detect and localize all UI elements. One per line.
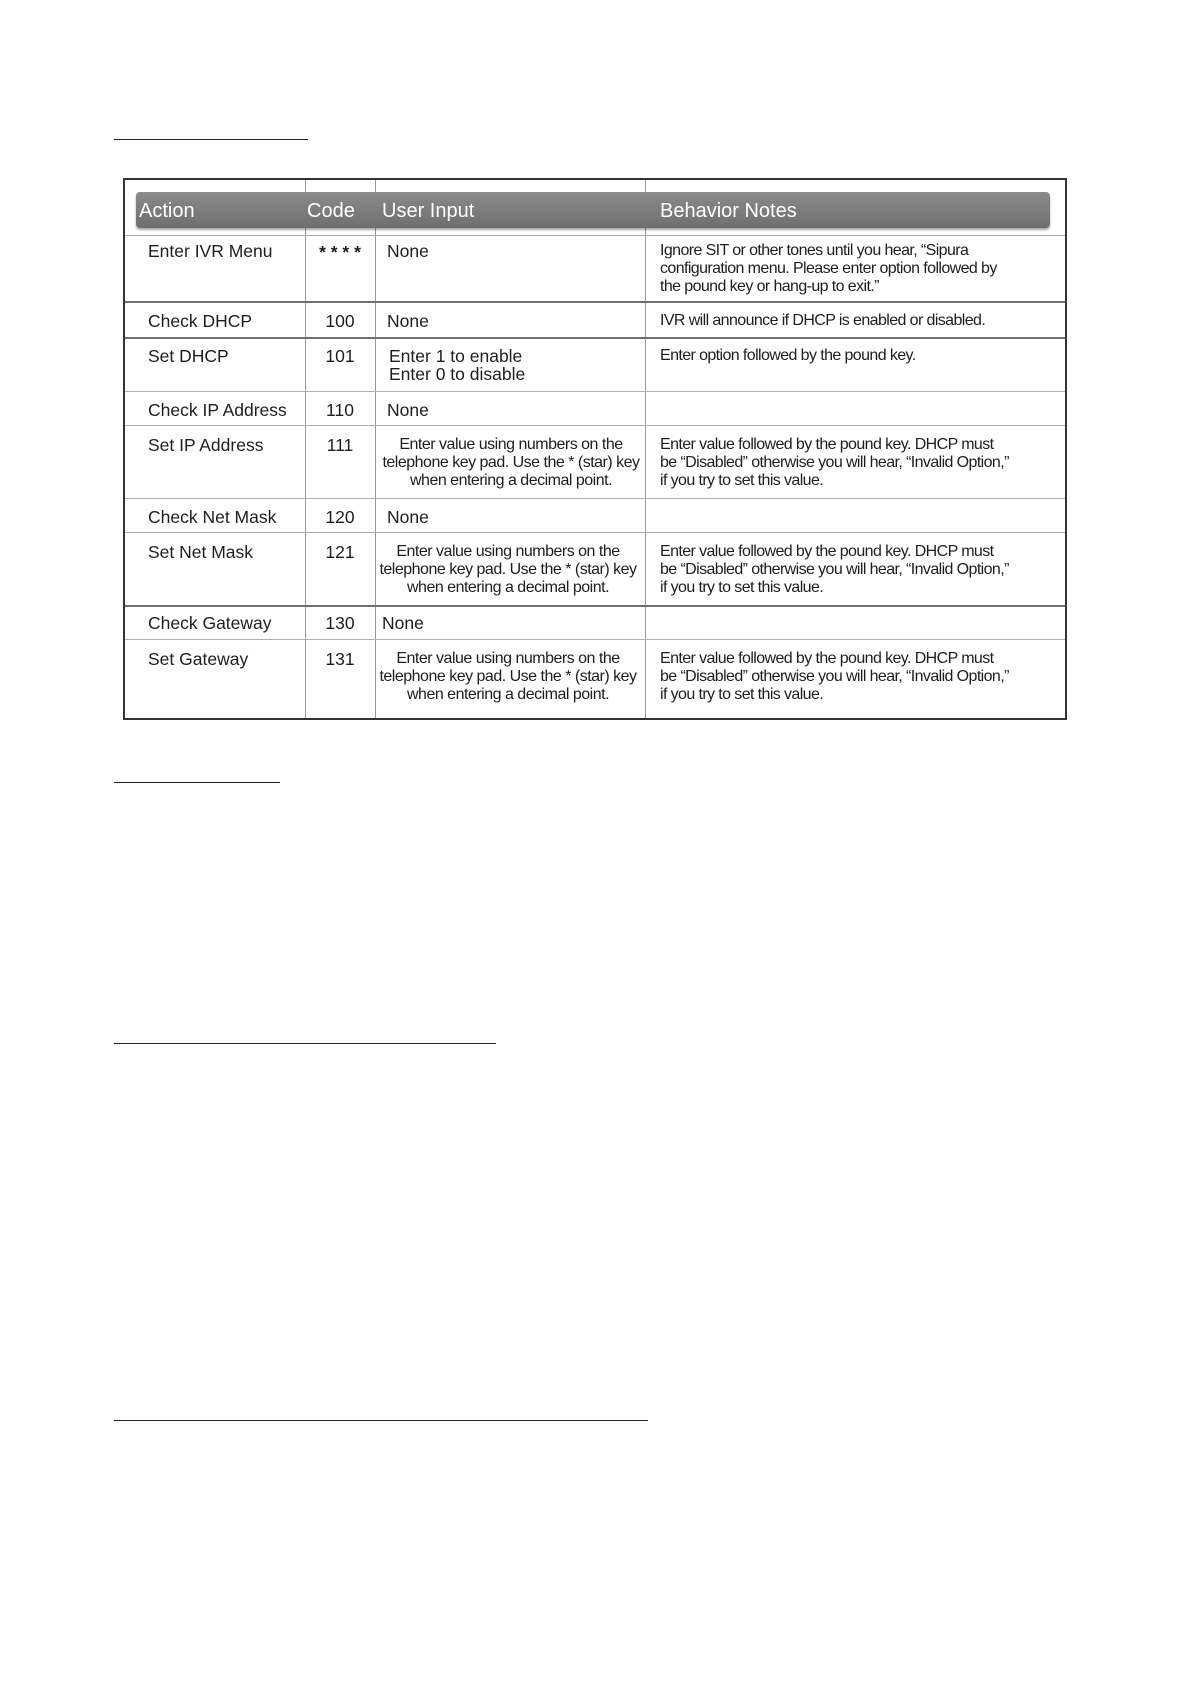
row-user-input: Enter value using numbers on the telephone key pad. Use the * (star) key when entering a decimal point.	[382, 436, 640, 489]
row-code: 121	[325, 542, 355, 562]
row-code: 131	[325, 649, 355, 669]
row-user-input: None	[387, 400, 429, 420]
row-action: Set DHCP	[148, 346, 229, 366]
row-action: Check DHCP	[148, 311, 253, 331]
row-user-input: None	[382, 613, 424, 633]
header-user-input: User Input	[382, 200, 475, 222]
row-action: Check Gateway	[148, 613, 272, 633]
row-code: 110	[326, 400, 354, 420]
row-user-input: Enter value using numbers on the telephone key pad. Use the * (star) key when entering a decimal point.	[379, 543, 637, 596]
row-action: Set Net Mask	[148, 542, 254, 562]
row-code: 130	[325, 613, 355, 633]
row-action: Set IP Address	[148, 435, 264, 455]
row-code: * * * *	[319, 242, 361, 262]
row-notes: IVR will announce if DHCP is enabled or disabled.	[660, 312, 986, 329]
ivr-menu-table	[123, 178, 1067, 720]
row-code: 111	[326, 435, 354, 455]
section-rule-1	[114, 139, 308, 140]
row-user-input: None	[387, 311, 429, 331]
column-divider	[645, 180, 646, 718]
header-code: Code	[307, 200, 355, 222]
row-user-input: None	[387, 241, 429, 261]
column-divider	[375, 180, 376, 718]
row-code: 120	[325, 507, 355, 527]
header-behavior-notes: Behavior Notes	[660, 200, 797, 222]
row-user-input: Enter value using numbers on the telephone key pad. Use the * (star) key when entering a decimal point.	[379, 650, 637, 703]
header-action: Action	[139, 200, 195, 222]
section-rule-3	[114, 1043, 496, 1044]
row-notes: Enter value followed by the pound key. DHCP must be “Disabled” otherwise you will hear, “Invalid Option,” if you try to set this value.	[660, 543, 1009, 596]
section-rule-4	[114, 1420, 648, 1421]
row-notes: Ignore SIT or other tones until you hear, “Sipura configuration menu. Please enter option followed by the pound key or hang-up to exit.”	[660, 242, 997, 295]
row-action: Enter IVR Menu	[148, 241, 273, 261]
row-notes: Enter option followed by the pound key.	[660, 347, 916, 364]
row-user-input: Enter 1 to enable Enter 0 to disable	[389, 346, 526, 384]
row-action: Check Net Mask	[148, 507, 277, 527]
row-action: Check IP Address	[148, 400, 287, 420]
section-rule-2	[114, 782, 280, 783]
row-user-input: None	[387, 507, 429, 527]
row-action: Set Gateway	[148, 649, 249, 669]
table-header-bar	[136, 192, 1050, 228]
row-notes: Enter value followed by the pound key. DHCP must be “Disabled” otherwise you will hear, “Invalid Option,” if you try to set this value.	[660, 650, 1009, 703]
row-notes: Enter value followed by the pound key. DHCP must be “Disabled” otherwise you will hear, “Invalid Option,” if you try to set this value.	[660, 436, 1009, 489]
row-code: 100	[325, 311, 355, 331]
row-code: 101	[325, 346, 355, 366]
